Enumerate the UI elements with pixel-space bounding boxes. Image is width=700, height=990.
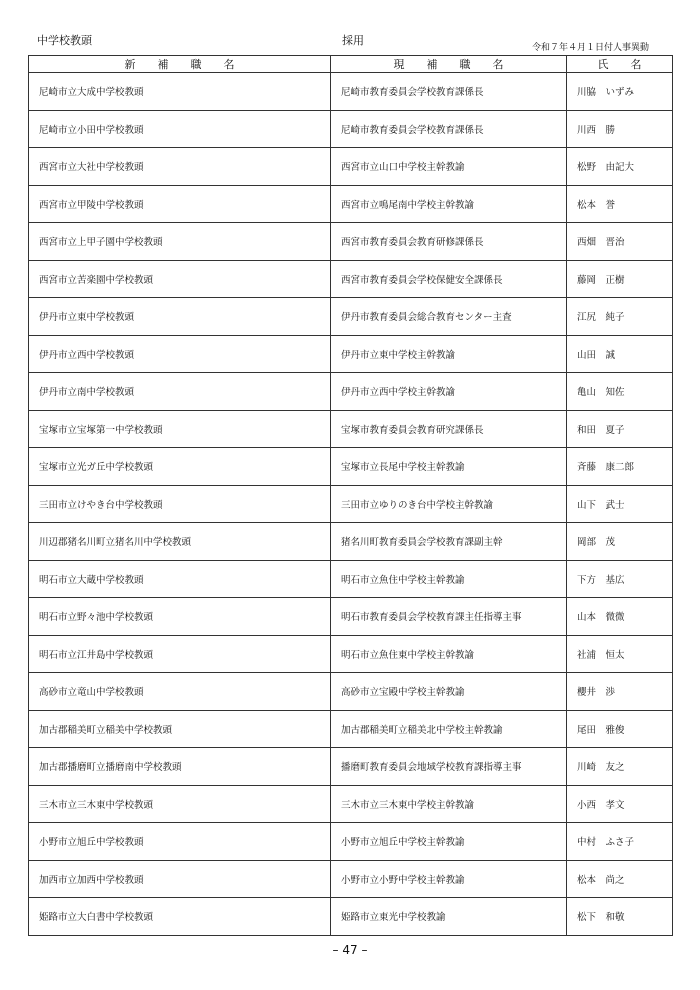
- new-post-cell: 伊丹市立東中学校教頭: [29, 298, 331, 336]
- table-row: [29, 523, 673, 561]
- table-body: [29, 73, 673, 936]
- new-post-cell: 明石市立大蔵中学校教頭: [29, 560, 331, 598]
- new-post-cell: 伊丹市立南中学校教頭: [29, 373, 331, 411]
- new-post-cell: 三田市立けやき台中学校教頭: [29, 485, 331, 523]
- current-post-cell: 小野市立旭丘中学校主幹教諭: [331, 823, 567, 861]
- table-row: [29, 185, 673, 223]
- table-row: [29, 748, 673, 786]
- new-post-cell: 加西市立加西中学校教頭: [29, 860, 331, 898]
- name-cell: 下方 基広: [567, 560, 673, 598]
- current-post-cell: 明石市立魚住東中学校主幹教諭: [331, 635, 567, 673]
- name-cell: 櫻井 渉: [567, 673, 673, 711]
- table-row: [29, 823, 673, 861]
- current-post-cell: 西宮市教育委員会教育研修課係長: [331, 223, 567, 261]
- table-row: [29, 110, 673, 148]
- table-row: [29, 635, 673, 673]
- name-cell: 小西 孝文: [567, 785, 673, 823]
- new-post-cell: 西宮市立甲陵中学校教頭: [29, 185, 331, 223]
- page-number: – 47 –: [332, 943, 368, 957]
- new-post-cell: 加古郡播磨町立播磨南中学校教頭: [29, 748, 331, 786]
- header-row: [29, 56, 673, 73]
- name-cell: 川崎 友之: [567, 748, 673, 786]
- category-heading: 中学校教頭: [37, 34, 92, 47]
- current-post-cell: 伊丹市立西中学校主幹教諭: [331, 373, 567, 411]
- name-cell: 藤岡 正樹: [567, 260, 673, 298]
- table-row: [29, 223, 673, 261]
- new-post-cell: 川辺郡猪名川町立猪名川中学校教頭: [29, 523, 331, 561]
- table-row: [29, 598, 673, 636]
- name-cell: 山本 微微: [567, 598, 673, 636]
- new-post-cell: 西宮市立大社中学校教頭: [29, 148, 331, 186]
- new-post-cell: 高砂市立竜山中学校教頭: [29, 673, 331, 711]
- appointment-type-heading: 採用: [342, 34, 364, 47]
- new-post-cell: 伊丹市立西中学校教頭: [29, 335, 331, 373]
- table-row: [29, 410, 673, 448]
- current-post-cell: 加古郡稲美町立稲美北中学校主幹教諭: [331, 710, 567, 748]
- new-post-cell: 西宮市立上甲子園中学校教頭: [29, 223, 331, 261]
- name-cell: 山田 誠: [567, 335, 673, 373]
- table-row: [29, 335, 673, 373]
- name-cell: 亀山 知佐: [567, 373, 673, 411]
- name-cell: 岡部 茂: [567, 523, 673, 561]
- name-cell: 松下 和敬: [567, 898, 673, 936]
- new-post-cell: 尼崎市立小田中学校教頭: [29, 110, 331, 148]
- new-post-cell: 宝塚市立光ガ丘中学校教頭: [29, 448, 331, 486]
- new-post-cell: 姫路市立大白書中学校教頭: [29, 898, 331, 936]
- current-post-cell: 小野市立小野中学校主幹教諭: [331, 860, 567, 898]
- table-row: [29, 73, 673, 111]
- table-row: [29, 373, 673, 411]
- current-post-cell: 明石市教育委員会学校教育課主任指導主事: [331, 598, 567, 636]
- current-post-cell: 伊丹市立東中学校主幹教諭: [331, 335, 567, 373]
- new-post-cell: 加古郡稲美町立稲美中学校教頭: [29, 710, 331, 748]
- name-cell: 江尻 純子: [567, 298, 673, 336]
- table-row: [29, 298, 673, 336]
- new-post-cell: 明石市立野々池中学校教頭: [29, 598, 331, 636]
- table-row: [29, 710, 673, 748]
- current-post-cell: 高砂市立宝殿中学校主幹教諭: [331, 673, 567, 711]
- column-header-new-post: 新 補 職 名: [29, 56, 331, 73]
- table-header: [29, 56, 673, 73]
- new-post-cell: 明石市立江井島中学校教頭: [29, 635, 331, 673]
- table-row: [29, 560, 673, 598]
- current-post-cell: 西宮市立山口中学校主幹教諭: [331, 148, 567, 186]
- new-post-cell: 西宮市立苦楽園中学校教頭: [29, 260, 331, 298]
- table-row: [29, 448, 673, 486]
- effective-date-note: 令和７年４月１日付人事異動: [531, 43, 649, 53]
- table-row: [29, 898, 673, 936]
- new-post-cell: 三木市立三木東中学校教頭: [29, 785, 331, 823]
- current-post-cell: 伊丹市教育委員会総合教育センター主査: [331, 298, 567, 336]
- name-cell: 川脇 いずみ: [567, 73, 673, 111]
- current-post-cell: 播磨町教育委員会地域学校教育課指導主事: [331, 748, 567, 786]
- column-header-name: 氏 名: [567, 56, 673, 73]
- new-post-cell: 小野市立旭丘中学校教頭: [29, 823, 331, 861]
- table-row: [29, 148, 673, 186]
- name-cell: 社浦 恒太: [567, 635, 673, 673]
- name-cell: 和田 夏子: [567, 410, 673, 448]
- current-post-cell: 明石市立魚住中学校主幹教諭: [331, 560, 567, 598]
- current-post-cell: 西宮市立鳴尾南中学校主幹教諭: [331, 185, 567, 223]
- name-cell: 松野 由記大: [567, 148, 673, 186]
- personnel-table: [28, 55, 673, 936]
- name-cell: 西畑 晋治: [567, 223, 673, 261]
- current-post-cell: 宝塚市教育委員会教育研究課係長: [331, 410, 567, 448]
- name-cell: 松本 尚之: [567, 860, 673, 898]
- current-post-cell: 西宮市教育委員会学校保健安全課係長: [331, 260, 567, 298]
- new-post-cell: 尼崎市立大成中学校教頭: [29, 73, 331, 111]
- current-post-cell: 三田市立ゆりのき台中学校主幹教諭: [331, 485, 567, 523]
- new-post-cell: 宝塚市立宝塚第一中学校教頭: [29, 410, 331, 448]
- column-header-current-post: 現 補 職 名: [331, 56, 567, 73]
- current-post-cell: 三木市立三木東中学校主幹教諭: [331, 785, 567, 823]
- name-cell: 尾田 雅俊: [567, 710, 673, 748]
- current-post-cell: 宝塚市立長尾中学校主幹教諭: [331, 448, 567, 486]
- table-row: [29, 260, 673, 298]
- name-cell: 松本 誉: [567, 185, 673, 223]
- name-cell: 川西 勝: [567, 110, 673, 148]
- name-cell: 斉藤 康二郎: [567, 448, 673, 486]
- table-row: [29, 785, 673, 823]
- name-cell: 山下 武士: [567, 485, 673, 523]
- name-cell: 中村 ふさ子: [567, 823, 673, 861]
- current-post-cell: 尼崎市教育委員会学校教育課係長: [331, 110, 567, 148]
- table-row: [29, 860, 673, 898]
- current-post-cell: 猪名川町教育委員会学校教育課副主幹: [331, 523, 567, 561]
- current-post-cell: 姫路市立東光中学校教諭: [331, 898, 567, 936]
- table-row: [29, 673, 673, 711]
- current-post-cell: 尼崎市教育委員会学校教育課係長: [331, 73, 567, 111]
- table-row: [29, 485, 673, 523]
